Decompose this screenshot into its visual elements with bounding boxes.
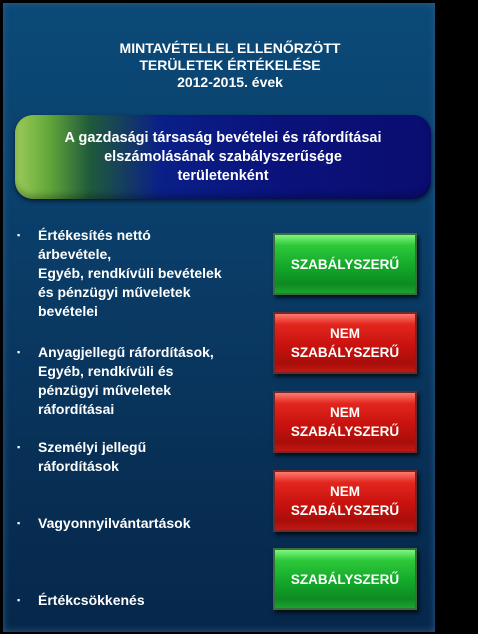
status-label: NEM bbox=[330, 405, 360, 420]
item-label bbox=[38, 226, 222, 321]
status-label: NEM bbox=[330, 484, 360, 499]
subtitle-box bbox=[15, 115, 431, 199]
title-line-2: TERÜLETEK ÉRTÉKELÉSE bbox=[139, 57, 321, 73]
subtitle-line-3: területenként bbox=[177, 167, 269, 184]
item-label-line: Anyagjellegű ráfordítások, bbox=[38, 344, 214, 360]
status-label: SZABÁLYSZERŰ bbox=[290, 503, 400, 518]
status-badge-noncompliant bbox=[273, 312, 417, 374]
item-label-line: ráfordítások bbox=[38, 458, 119, 474]
item-label-line: Értékcsökkenés bbox=[38, 592, 145, 608]
item-label-line: árbevétele, bbox=[38, 246, 112, 262]
status-badge-noncompliant bbox=[273, 391, 417, 453]
item-label bbox=[38, 343, 214, 419]
status-badge-compliant bbox=[273, 548, 417, 610]
status-label: SZABÁLYSZERŰ bbox=[290, 256, 400, 272]
item-label-line: Egyéb, rendkívüli és bbox=[38, 363, 174, 379]
status-label: SZABÁLYSZERŰ bbox=[290, 424, 400, 439]
title-line-3: 2012-2015. évek bbox=[177, 74, 283, 90]
bullet-icon: ▪ bbox=[17, 230, 21, 240]
status-label: SZABÁLYSZERŰ bbox=[290, 571, 400, 587]
item-label bbox=[38, 514, 191, 533]
item-label-line: Vagyonnyilvántartások bbox=[38, 515, 191, 531]
item-label-line: bevételei bbox=[38, 303, 98, 319]
subtitle-line-2: elszámolásának szabályszerűsége bbox=[104, 148, 342, 165]
item-label-line: és pénzügyi műveletek bbox=[38, 284, 191, 300]
bullet-icon: ▪ bbox=[17, 442, 21, 452]
title-line-1: MINTAVÉTELLEL ELLENŐRZÖTT bbox=[119, 40, 341, 56]
status-badge-compliant bbox=[273, 233, 417, 295]
item-label-line: Értékesítés nettó bbox=[38, 227, 151, 243]
status-badge-noncompliant bbox=[273, 470, 417, 532]
diagram-title bbox=[3, 40, 457, 91]
item-label bbox=[38, 591, 145, 610]
status-label: NEM bbox=[330, 326, 360, 341]
item-label-line: Személyi jellegű bbox=[38, 439, 147, 455]
item-label bbox=[38, 438, 146, 476]
subtitle-line-1: A gazdasági társaság bevételei és ráfordításai bbox=[64, 129, 382, 146]
status-label: SZABÁLYSZERŰ bbox=[290, 345, 400, 360]
item-label-line: pénzügyi műveletek bbox=[38, 382, 172, 398]
item-label-line: Egyéb, rendkívüli bevételek bbox=[38, 265, 222, 281]
bullet-icon: ▪ bbox=[17, 347, 21, 357]
bullet-icon: ▪ bbox=[17, 518, 21, 528]
bullet-icon: ▪ bbox=[17, 595, 21, 605]
diagram-panel bbox=[3, 3, 435, 632]
item-label-line: ráfordításai bbox=[38, 401, 115, 417]
